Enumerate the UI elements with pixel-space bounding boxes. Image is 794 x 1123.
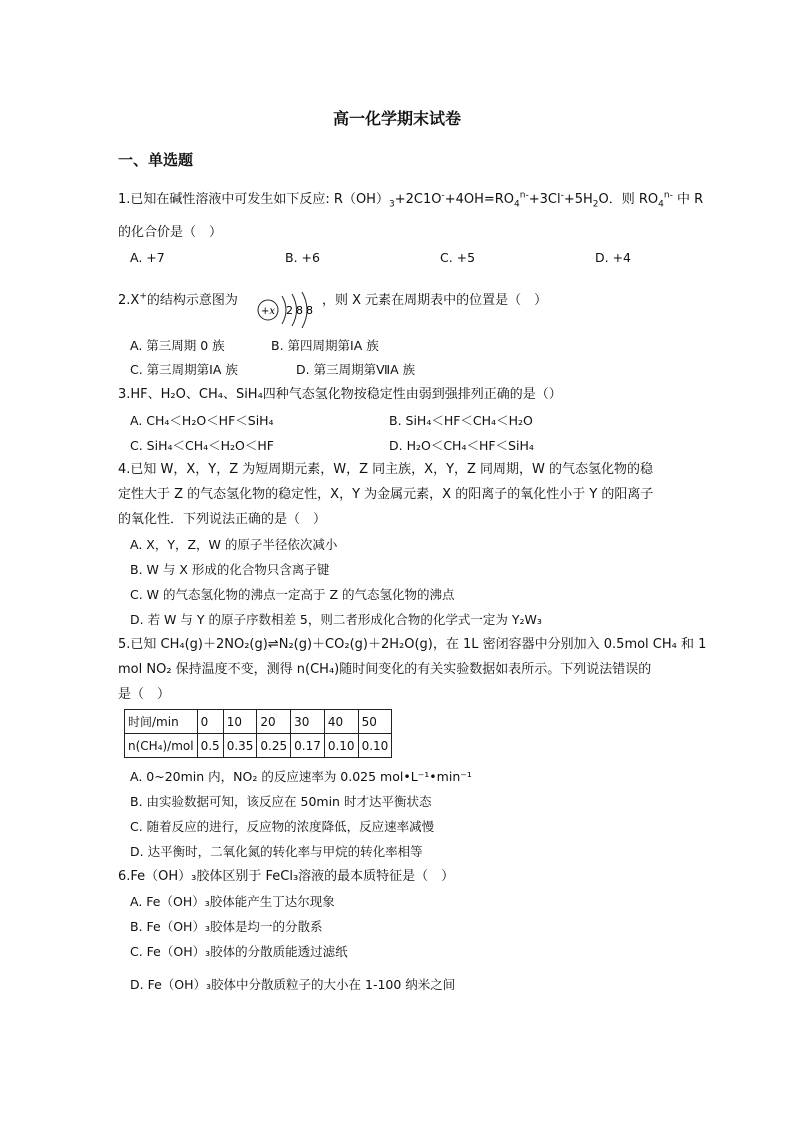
q5-option-d: D. 达平衡时，二氧化氮的转化率与甲烷的转化率相等 bbox=[130, 844, 423, 859]
q5-option-b: B. 由实验数据可知，该反应在 50min 时才达平衡状态 bbox=[130, 794, 432, 809]
q4-stem-line3: 的氧化性．下列说法正确的是（ ） bbox=[118, 512, 327, 527]
q5-option-c: C. 随着反应的进行，反应物的浓度降低，反应速率减慢 bbox=[130, 819, 435, 834]
nucleus-charge: +x bbox=[260, 306, 276, 317]
table-cell: 20 bbox=[257, 710, 291, 734]
q1-option-b: B. +6 bbox=[285, 250, 320, 265]
table-cell: 时间/min bbox=[125, 710, 198, 734]
q5-stem-line1: 5.已知 CH₄(g)＋2NO₂(g)⇌N₂(g)＋CO₂(g)＋2H₂O(g)，在 1L 密闭容器中分别加入 0.5mol CH₄ 和 1 bbox=[118, 637, 707, 652]
shell-2-count: 8 bbox=[296, 304, 303, 317]
q5-stem-line2: mol NO₂ 保持温度不变，测得 n(CH₄)随时间变化的有关实验数据如表所示。下列说法错误的 bbox=[118, 662, 652, 677]
q2-option-c: C. 第三周期第ⅠA 族 bbox=[130, 362, 238, 377]
q1-option-a: A. +7 bbox=[130, 250, 165, 265]
table-cell: 0.10 bbox=[358, 734, 392, 758]
table-cell: 0 bbox=[197, 710, 223, 734]
q6-stem: 6.Fe（OH）₃胶体区别于 FeCl₃溶液的最本质特征是（ ） bbox=[118, 869, 455, 884]
table-cell: 0.10 bbox=[324, 734, 358, 758]
q1-option-c: C. +5 bbox=[440, 250, 476, 265]
table-row bbox=[125, 734, 392, 758]
table-cell: 0.35 bbox=[223, 734, 257, 758]
data-table bbox=[124, 709, 392, 758]
q3-option-b: B. SiH₄＜HF＜CH₄＜H₂O bbox=[389, 413, 533, 428]
q5-option-a: A. 0~20min 内，NO₂ 的反应速率为 0.025 mol•L⁻¹•min⁻¹ bbox=[130, 769, 472, 784]
q1-option-d: D. +4 bbox=[595, 250, 631, 265]
q6-option-b: B. Fe（OH）₃胶体是均一的分散系 bbox=[130, 919, 323, 934]
page-title: 高一化学期末试卷 bbox=[332, 109, 461, 128]
q2-option-a: A. 第三周期 0 族 bbox=[130, 338, 225, 353]
q4-stem-line2: 定性大于 Z 的气态氢化物的稳定性，X，Y 为金属元素，X 的阳离子的氧化性小于 Y 的阳离子 bbox=[118, 487, 654, 502]
q2-option-d: D. 第三周期第ⅦA 族 bbox=[296, 362, 416, 377]
section-heading: 一、单选题 bbox=[118, 151, 194, 169]
shell-1-count: 2 bbox=[286, 304, 293, 317]
q4-option-d: D. 若 W 与 Y 的原子序数相差 5，则二者形成化合物的化学式一定为 Y₂W₃ bbox=[130, 612, 542, 627]
q3-option-d: D. H₂O＜CH₄＜HF＜SiH₄ bbox=[389, 438, 534, 453]
q2-option-b: B. 第四周期第ⅠA 族 bbox=[271, 338, 379, 353]
q2-stem-start: 2.X+的结构示意图为 bbox=[118, 291, 238, 308]
q5-stem-line3: 是（ ） bbox=[118, 687, 171, 702]
q3-option-a: A. CH₄＜H₂O＜HF＜SiH₄ bbox=[130, 413, 274, 428]
table-row bbox=[125, 710, 392, 734]
q6-option-a: A. Fe（OH）₃胶体能产生丁达尔现象 bbox=[130, 894, 335, 909]
q4-option-a: A. X，Y，Z，W 的原子半径依次减小 bbox=[130, 537, 338, 552]
table-cell: 40 bbox=[324, 710, 358, 734]
table-cell: 10 bbox=[223, 710, 257, 734]
q6-option-c: C. Fe（OH）₃胶体的分散质能透过滤纸 bbox=[130, 944, 348, 959]
q4-option-c: C. W 的气态氢化物的沸点一定高于 Z 的气态氢化物的沸点 bbox=[130, 587, 455, 602]
q4-option-b: B. W 与 X 形成的化合物只含离子键 bbox=[130, 562, 330, 577]
q3-stem: 3.HF、H₂O、CH₄、SiH₄四种气态氢化物按稳定性由弱到强排列正确的是（） bbox=[118, 387, 562, 402]
q1-stem: 1.已知在碱性溶液中可发生如下反应: $R(OH)_3+2C1O^-+4OH=RO_4^{n-}+3Cl^-+5H_2O$．则 $RO_4^{n-}$ 中 R bbox=[118, 190, 704, 210]
q1-stem-line2: 的化合价是（ ） bbox=[118, 225, 223, 240]
table-cell: 50 bbox=[358, 710, 392, 734]
table-cell: 0.17 bbox=[291, 734, 325, 758]
q4-stem-line1: 4.已知 W，X，Y，Z 为短周期元素，W，Z 同主族，X，Y，Z 同周期，W 的气态氢化物的稳 bbox=[118, 462, 654, 477]
q3-option-c: C. SiH₄＜CH₄＜H₂O＜HF bbox=[130, 438, 274, 453]
q2-stem-end: ，则 X 元素在周期表中的位置是（ ） bbox=[322, 293, 548, 308]
table-cell: 0.5 bbox=[197, 734, 223, 758]
table-cell: 30 bbox=[291, 710, 325, 734]
q6-option-d: D. Fe（OH）₃胶体中分散质粒子的大小在 1-100 纳米之间 bbox=[130, 977, 456, 992]
table-cell: 0.25 bbox=[257, 734, 291, 758]
table-cell: n(CH₄)/mol bbox=[125, 734, 198, 758]
shell-3-count: 8 bbox=[306, 304, 313, 317]
atomic-structure-diagram bbox=[256, 290, 320, 330]
